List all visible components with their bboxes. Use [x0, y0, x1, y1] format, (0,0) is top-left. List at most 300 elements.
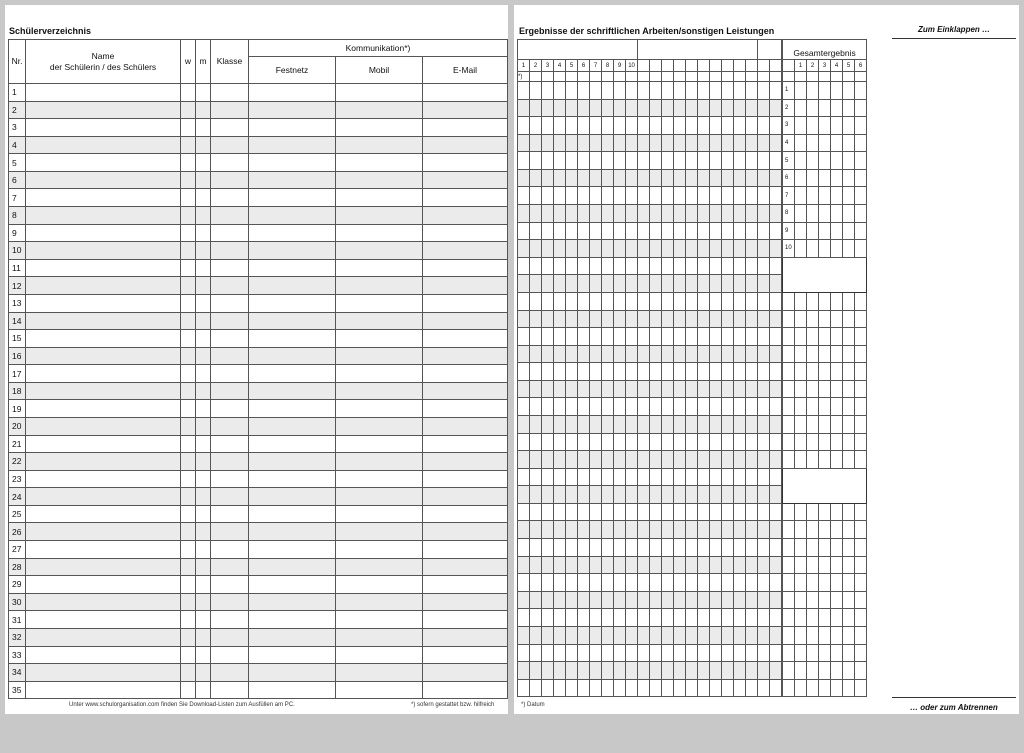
m-cell[interactable]: [196, 189, 211, 207]
gesamt-cell[interactable]: [831, 503, 843, 521]
mobil-cell[interactable]: [336, 294, 423, 312]
result-cell[interactable]: [674, 82, 686, 100]
email-cell[interactable]: [423, 242, 508, 260]
result-cell[interactable]: [710, 415, 722, 433]
result-cell[interactable]: [674, 609, 686, 627]
result-cell[interactable]: [566, 486, 578, 504]
w-cell[interactable]: [181, 505, 196, 523]
result-cell[interactable]: [674, 292, 686, 310]
result-cell[interactable]: [650, 275, 662, 293]
result-cell[interactable]: [650, 486, 662, 504]
result-cell[interactable]: [686, 486, 698, 504]
result-cell[interactable]: [698, 187, 710, 205]
gesamt-cell[interactable]: [783, 345, 795, 363]
gesamt-cell[interactable]: [843, 451, 855, 469]
email-cell[interactable]: [423, 611, 508, 629]
result-cell[interactable]: [566, 187, 578, 205]
gesamt-cell[interactable]: [783, 556, 795, 574]
result-cell[interactable]: [746, 310, 758, 328]
m-cell[interactable]: [196, 259, 211, 277]
gesamt-cell[interactable]: [855, 574, 867, 592]
result-cell[interactable]: [542, 556, 554, 574]
w-cell[interactable]: [181, 628, 196, 646]
result-cell[interactable]: [626, 468, 638, 486]
email-cell[interactable]: [423, 277, 508, 295]
klasse-cell[interactable]: [211, 505, 249, 523]
result-cell[interactable]: [530, 398, 542, 416]
result-cell[interactable]: [530, 415, 542, 433]
result-cell[interactable]: [566, 415, 578, 433]
result-cell[interactable]: [698, 486, 710, 504]
gesamt-cell[interactable]: [819, 679, 831, 697]
festnetz-cell[interactable]: [249, 119, 336, 137]
result-cell[interactable]: [602, 275, 614, 293]
festnetz-cell[interactable]: [249, 207, 336, 225]
result-cell[interactable]: [614, 556, 626, 574]
result-cell[interactable]: [650, 222, 662, 240]
result-cell[interactable]: [578, 609, 590, 627]
result-cell[interactable]: [602, 644, 614, 662]
festnetz-cell[interactable]: [249, 558, 336, 576]
result-cell[interactable]: [554, 591, 566, 609]
result-cell[interactable]: [602, 398, 614, 416]
result-cell[interactable]: [674, 521, 686, 539]
result-cell[interactable]: [530, 626, 542, 644]
result-cell[interactable]: [554, 398, 566, 416]
result-cell[interactable]: [566, 503, 578, 521]
result-cell[interactable]: [746, 345, 758, 363]
result-cell[interactable]: [770, 328, 782, 346]
result-cell[interactable]: [710, 99, 722, 117]
result-cell[interactable]: [566, 644, 578, 662]
gesamt-cell[interactable]: [819, 415, 831, 433]
result-cell[interactable]: [734, 662, 746, 680]
result-cell[interactable]: [722, 556, 734, 574]
result-cell[interactable]: [710, 275, 722, 293]
result-cell[interactable]: [734, 363, 746, 381]
mobil-cell[interactable]: [336, 576, 423, 594]
gesamt-cell[interactable]: [843, 345, 855, 363]
result-cell[interactable]: [542, 205, 554, 223]
w-cell[interactable]: [181, 470, 196, 488]
result-cell[interactable]: [542, 626, 554, 644]
mobil-cell[interactable]: [336, 312, 423, 330]
klasse-cell[interactable]: [211, 136, 249, 154]
result-cell[interactable]: [542, 574, 554, 592]
result-cell[interactable]: [578, 99, 590, 117]
result-cell[interactable]: [602, 310, 614, 328]
result-cell[interactable]: [722, 591, 734, 609]
result-cell[interactable]: [530, 328, 542, 346]
m-cell[interactable]: [196, 242, 211, 260]
email-cell[interactable]: [423, 417, 508, 435]
result-cell[interactable]: [758, 521, 770, 539]
result-cell[interactable]: [710, 503, 722, 521]
result-cell[interactable]: [722, 503, 734, 521]
result-cell[interactable]: [518, 205, 530, 223]
result-cell[interactable]: [638, 539, 650, 557]
gesamt-cell[interactable]: [843, 609, 855, 627]
name-cell[interactable]: [26, 119, 181, 137]
result-cell[interactable]: [770, 521, 782, 539]
date-cell[interactable]: [614, 72, 626, 82]
gesamt-cell[interactable]: [795, 152, 807, 170]
result-cell[interactable]: [662, 415, 674, 433]
result-cell[interactable]: [686, 363, 698, 381]
result-cell[interactable]: [662, 433, 674, 451]
result-cell[interactable]: [686, 222, 698, 240]
result-cell[interactable]: [770, 644, 782, 662]
result-cell[interactable]: [578, 240, 590, 258]
gesamt-cell[interactable]: [819, 169, 831, 187]
result-cell[interactable]: [686, 82, 698, 100]
result-cell[interactable]: [734, 275, 746, 293]
result-cell[interactable]: [770, 433, 782, 451]
result-cell[interactable]: [734, 169, 746, 187]
result-cell[interactable]: [530, 468, 542, 486]
gesamt-cell[interactable]: [831, 222, 843, 240]
result-cell[interactable]: [746, 433, 758, 451]
gesamt-cell[interactable]: [795, 679, 807, 697]
result-cell[interactable]: [770, 486, 782, 504]
result-cell[interactable]: [542, 398, 554, 416]
result-cell[interactable]: [614, 662, 626, 680]
result-cell[interactable]: [554, 117, 566, 135]
result-cell[interactable]: [746, 662, 758, 680]
gesamt-cell[interactable]: [831, 328, 843, 346]
date-cell[interactable]: [650, 72, 662, 82]
gesamt-cell[interactable]: [831, 99, 843, 117]
gesamt-cell[interactable]: [831, 205, 843, 223]
gesamt-cell[interactable]: [807, 99, 819, 117]
gesamt-cell[interactable]: [819, 662, 831, 680]
result-cell[interactable]: [542, 486, 554, 504]
w-cell[interactable]: [181, 593, 196, 611]
result-cell[interactable]: [662, 539, 674, 557]
result-cell[interactable]: [650, 134, 662, 152]
result-cell[interactable]: [554, 99, 566, 117]
result-cell[interactable]: [578, 363, 590, 381]
result-cell[interactable]: [602, 539, 614, 557]
result-cell[interactable]: [722, 679, 734, 697]
gesamt-cell[interactable]: [783, 310, 795, 328]
result-cell[interactable]: [770, 310, 782, 328]
klasse-cell[interactable]: [211, 628, 249, 646]
result-cell[interactable]: [518, 222, 530, 240]
result-cell[interactable]: [614, 240, 626, 258]
gesamt-cell[interactable]: [831, 187, 843, 205]
result-cell[interactable]: [662, 310, 674, 328]
name-cell[interactable]: [26, 435, 181, 453]
result-cell[interactable]: [686, 240, 698, 258]
result-cell[interactable]: [590, 310, 602, 328]
result-cell[interactable]: [590, 257, 602, 275]
result-cell[interactable]: [578, 486, 590, 504]
result-cell[interactable]: [722, 328, 734, 346]
result-cell[interactable]: [758, 556, 770, 574]
festnetz-cell[interactable]: [249, 382, 336, 400]
result-cell[interactable]: [542, 415, 554, 433]
result-cell[interactable]: [638, 187, 650, 205]
result-cell[interactable]: [710, 310, 722, 328]
result-cell[interactable]: [578, 345, 590, 363]
m-cell[interactable]: [196, 470, 211, 488]
result-cell[interactable]: [698, 679, 710, 697]
gesamt-cell[interactable]: [855, 222, 867, 240]
result-cell[interactable]: [566, 240, 578, 258]
gesamt-cell[interactable]: [807, 240, 819, 258]
m-cell[interactable]: [196, 400, 211, 418]
result-cell[interactable]: [614, 486, 626, 504]
gesamt-cell[interactable]: [807, 82, 819, 100]
result-cell[interactable]: [662, 117, 674, 135]
result-cell[interactable]: [518, 257, 530, 275]
result-cell[interactable]: [650, 99, 662, 117]
result-cell[interactable]: [590, 117, 602, 135]
gesamt-cell[interactable]: [855, 292, 867, 310]
mobil-cell[interactable]: [336, 207, 423, 225]
w-cell[interactable]: [181, 294, 196, 312]
result-cell[interactable]: [770, 662, 782, 680]
gesamt-cell[interactable]: [807, 503, 819, 521]
result-cell[interactable]: [686, 644, 698, 662]
result-cell[interactable]: [530, 169, 542, 187]
result-cell[interactable]: [746, 521, 758, 539]
result-cell[interactable]: [530, 134, 542, 152]
result-cell[interactable]: [734, 574, 746, 592]
result-cell[interactable]: [602, 363, 614, 381]
gesamt-cell[interactable]: [855, 310, 867, 328]
m-cell[interactable]: [196, 171, 211, 189]
result-cell[interactable]: [686, 662, 698, 680]
result-cell[interactable]: [734, 222, 746, 240]
gesamt-cell[interactable]: [831, 292, 843, 310]
klasse-cell[interactable]: [211, 576, 249, 594]
result-cell[interactable]: [518, 240, 530, 258]
result-cell[interactable]: [590, 275, 602, 293]
result-cell[interactable]: [686, 609, 698, 627]
result-cell[interactable]: [542, 363, 554, 381]
result-cell[interactable]: [530, 521, 542, 539]
gesamt-cell[interactable]: [843, 380, 855, 398]
email-cell[interactable]: [423, 505, 508, 523]
date-cell[interactable]: [542, 72, 554, 82]
result-cell[interactable]: [674, 257, 686, 275]
result-cell[interactable]: [770, 415, 782, 433]
result-cell[interactable]: [674, 152, 686, 170]
date-cell[interactable]: [602, 72, 614, 82]
result-cell[interactable]: [518, 626, 530, 644]
result-cell[interactable]: [626, 169, 638, 187]
result-cell[interactable]: [770, 187, 782, 205]
result-cell[interactable]: [638, 310, 650, 328]
result-cell[interactable]: [542, 222, 554, 240]
result-cell[interactable]: [518, 328, 530, 346]
result-cell[interactable]: [566, 609, 578, 627]
result-cell[interactable]: [710, 662, 722, 680]
result-cell[interactable]: [722, 275, 734, 293]
w-cell[interactable]: [181, 382, 196, 400]
result-cell[interactable]: [710, 574, 722, 592]
result-cell[interactable]: [626, 609, 638, 627]
result-cell[interactable]: [602, 415, 614, 433]
gesamt-cell[interactable]: [855, 398, 867, 416]
result-cell[interactable]: [734, 328, 746, 346]
result-cell[interactable]: [734, 99, 746, 117]
result-cell[interactable]: [530, 99, 542, 117]
result-cell[interactable]: [614, 521, 626, 539]
email-cell[interactable]: [423, 154, 508, 172]
klasse-cell[interactable]: [211, 611, 249, 629]
result-cell[interactable]: [626, 415, 638, 433]
result-cell[interactable]: [602, 82, 614, 100]
result-cell[interactable]: [662, 662, 674, 680]
result-cell[interactable]: [554, 468, 566, 486]
result-cell[interactable]: [614, 574, 626, 592]
festnetz-cell[interactable]: [249, 347, 336, 365]
result-cell[interactable]: [518, 152, 530, 170]
result-cell[interactable]: [530, 257, 542, 275]
m-cell[interactable]: [196, 119, 211, 137]
result-cell[interactable]: [710, 380, 722, 398]
result-cell[interactable]: [614, 503, 626, 521]
date-cell[interactable]: [626, 72, 638, 82]
result-cell[interactable]: [686, 468, 698, 486]
name-cell[interactable]: [26, 154, 181, 172]
result-cell[interactable]: [530, 205, 542, 223]
result-cell[interactable]: [770, 679, 782, 697]
mobil-cell[interactable]: [336, 435, 423, 453]
gesamt-cell[interactable]: [831, 169, 843, 187]
result-cell[interactable]: [710, 240, 722, 258]
result-cell[interactable]: [590, 433, 602, 451]
festnetz-cell[interactable]: [249, 259, 336, 277]
festnetz-cell[interactable]: [249, 171, 336, 189]
result-cell[interactable]: [758, 486, 770, 504]
result-cell[interactable]: [710, 644, 722, 662]
name-cell[interactable]: [26, 611, 181, 629]
result-cell[interactable]: [698, 328, 710, 346]
result-cell[interactable]: [698, 433, 710, 451]
result-cell[interactable]: [650, 328, 662, 346]
gesamt-cell[interactable]: [843, 415, 855, 433]
gesamt-cell[interactable]: [783, 380, 795, 398]
w-cell[interactable]: [181, 488, 196, 506]
w-cell[interactable]: [181, 611, 196, 629]
result-cell[interactable]: [578, 503, 590, 521]
result-cell[interactable]: [518, 644, 530, 662]
result-cell[interactable]: [530, 275, 542, 293]
result-cell[interactable]: [614, 380, 626, 398]
name-cell[interactable]: [26, 453, 181, 471]
result-cell[interactable]: [650, 468, 662, 486]
mobil-cell[interactable]: [336, 541, 423, 559]
m-cell[interactable]: [196, 347, 211, 365]
gesamt-cell[interactable]: [795, 292, 807, 310]
result-cell[interactable]: [698, 609, 710, 627]
mobil-cell[interactable]: [336, 593, 423, 611]
gesamt-cell[interactable]: [807, 292, 819, 310]
festnetz-cell[interactable]: [249, 523, 336, 541]
result-cell[interactable]: [614, 99, 626, 117]
email-cell[interactable]: [423, 365, 508, 383]
result-cell[interactable]: [770, 556, 782, 574]
result-cell[interactable]: [542, 521, 554, 539]
result-cell[interactable]: [698, 169, 710, 187]
gesamt-cell[interactable]: [855, 644, 867, 662]
result-cell[interactable]: [758, 117, 770, 135]
klasse-cell[interactable]: [211, 382, 249, 400]
gesamt-cell[interactable]: [819, 134, 831, 152]
m-cell[interactable]: [196, 330, 211, 348]
gesamt-cell[interactable]: [855, 521, 867, 539]
result-cell[interactable]: [554, 679, 566, 697]
gesamt-cell[interactable]: [795, 539, 807, 557]
result-cell[interactable]: [758, 205, 770, 223]
email-cell[interactable]: [423, 294, 508, 312]
result-cell[interactable]: [770, 117, 782, 135]
result-cell[interactable]: [662, 591, 674, 609]
result-cell[interactable]: [626, 187, 638, 205]
result-cell[interactable]: [542, 433, 554, 451]
result-cell[interactable]: [530, 503, 542, 521]
result-cell[interactable]: [638, 609, 650, 627]
result-cell[interactable]: [614, 275, 626, 293]
result-cell[interactable]: [650, 591, 662, 609]
m-cell[interactable]: [196, 154, 211, 172]
w-cell[interactable]: [181, 242, 196, 260]
result-cell[interactable]: [614, 539, 626, 557]
gesamt-cell[interactable]: [819, 187, 831, 205]
result-cell[interactable]: [758, 134, 770, 152]
result-cell[interactable]: [650, 169, 662, 187]
email-cell[interactable]: [423, 681, 508, 699]
result-cell[interactable]: [590, 556, 602, 574]
result-cell[interactable]: [746, 222, 758, 240]
result-cell[interactable]: [578, 415, 590, 433]
result-cell[interactable]: [578, 644, 590, 662]
gesamt-cell[interactable]: [795, 117, 807, 135]
result-cell[interactable]: [686, 345, 698, 363]
result-cell[interactable]: [614, 609, 626, 627]
gesamt-cell[interactable]: [843, 169, 855, 187]
result-cell[interactable]: [734, 205, 746, 223]
date-cell[interactable]: [530, 72, 542, 82]
result-cell[interactable]: [638, 363, 650, 381]
result-cell[interactable]: [734, 644, 746, 662]
result-cell[interactable]: [734, 187, 746, 205]
m-cell[interactable]: [196, 365, 211, 383]
result-cell[interactable]: [530, 433, 542, 451]
gesamt-cell[interactable]: [807, 152, 819, 170]
result-cell[interactable]: [566, 556, 578, 574]
gesamt-cell[interactable]: [831, 82, 843, 100]
result-cell[interactable]: [590, 662, 602, 680]
gesamt-cell[interactable]: [831, 609, 843, 627]
gesamt-cell[interactable]: [855, 662, 867, 680]
result-cell[interactable]: [518, 187, 530, 205]
result-cell[interactable]: [746, 99, 758, 117]
gesamt-cell[interactable]: [795, 380, 807, 398]
result-cell[interactable]: [722, 152, 734, 170]
gesamt-cell[interactable]: [843, 310, 855, 328]
gesamt-cell[interactable]: [843, 591, 855, 609]
result-cell[interactable]: [758, 99, 770, 117]
result-cell[interactable]: [614, 345, 626, 363]
result-cell[interactable]: [566, 328, 578, 346]
result-cell[interactable]: [746, 328, 758, 346]
result-cell[interactable]: [722, 574, 734, 592]
